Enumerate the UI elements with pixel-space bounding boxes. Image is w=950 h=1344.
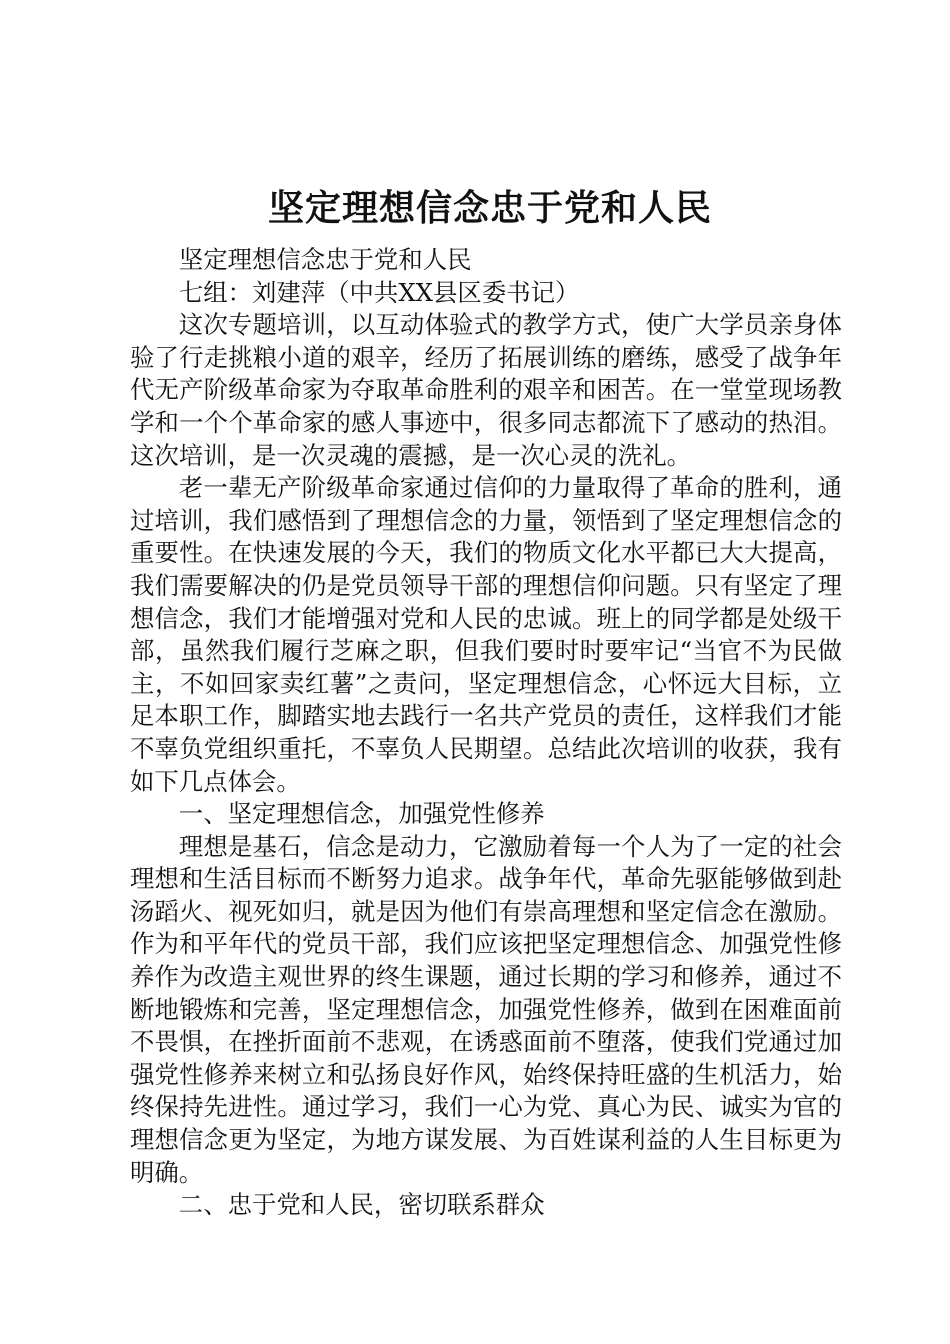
section-heading-2: 二、忠于党和人民，密切联系群众 xyxy=(178,1190,545,1220)
author-line: 七组：刘建萍（中共XX县区委书记） xyxy=(178,277,580,307)
body-paragraph-section-1: 理想是基石，信念是动力，它激励着每一个人为了一定的社会理想和生活目标而不断努力追求。战争年代，革命先驱能够做到赴汤蹈火、视死如归，就是因为他们有崇高理想和坚定信念在激励。作为和平年代的党员干部，我们应该把坚定理想信念、加强党性修养作为改造主观世界的终生课题，通过长期的学习和修养，通过不断地锻炼和完善，坚定理想信念，加强党性修养，做到在困难面前不畏惧，在挫折面前不悲观，在诱惑面前不堕落，使我们党通过加强党性修养来树立和弘扬良好作风，始终保持旺盛的生机活力，始终保持先进性。通过学习，我们一心为党、真心为民、诚实为官的理想信念更为坚定，为地方谋发展、为百姓谋利益的人生目标更为明确。 xyxy=(130,831,842,1187)
body-paragraph-reflection: 老一辈无产阶级革命家通过信仰的力量取得了革命的胜利，通过培训，我们感悟到了理想信念的力量，领悟到了坚定理想信念的重要性。在快速发展的今天，我们的物质文化水平都已大大提高，我们需要解决的仍是党员领导干部的理想信仰问题。只有坚定了理想信念，我们才能增强对党和人民的忠诚。班上的同学都是处级干部，虽然我们履行芝麻之职，但我们要时时要牢记“当官不为民做主，不如回家卖红薯”之责问，坚定理想信念，心怀远大目标，立足本职工作，脚踏实地去践行一名共产党员的责任，这样我们才能不辜负党组织重托，不辜负人民期望。总结此次培训的收获，我有如下几点体会。 xyxy=(130,473,842,796)
section-heading-1: 一、坚定理想信念，加强党性修养 xyxy=(178,799,545,829)
body-paragraph-intro: 这次专题培训，以互动体验式的教学方式，使广大学员亲身体验了行走挑粮小道的艰辛，经历了拓展训练的磨练，感受了战争年代无产阶级革命家为夺取革命胜利的艰辛和困苦。在一堂堂现场教学和一个个革命家的感人事迹中，很多同志都流下了感动的热泪。这次培训，是一次灵魂的震撼，是一次心灵的洗礼。 xyxy=(130,310,842,470)
document-page xyxy=(130,180,842,1222)
subtitle-paragraph: 坚定理想信念忠于党和人民 xyxy=(178,245,472,274)
document-title: 坚定理想信念忠于党和人民 xyxy=(267,188,712,229)
